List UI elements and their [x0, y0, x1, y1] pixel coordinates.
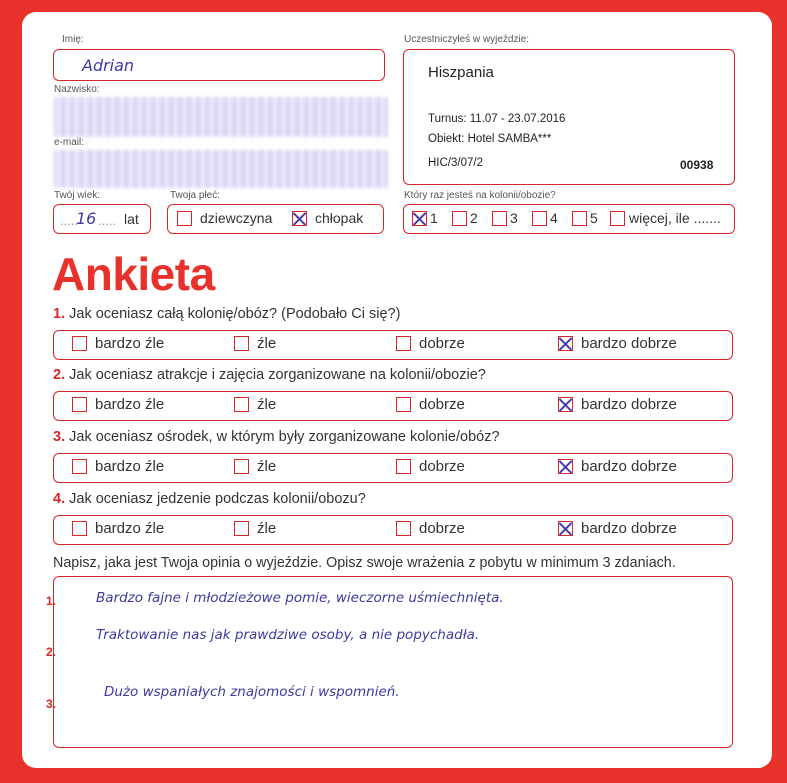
rating-row [53, 330, 733, 360]
answer-number: 2. [46, 645, 57, 659]
answer-text: Dużo wspaniałych znajomości i wspomnień. [104, 684, 400, 700]
checkbox-checked[interactable] [558, 521, 573, 536]
checkbox[interactable] [72, 397, 87, 412]
trip-turnus: Turnus: 11.07 - 23.07.2016 [428, 113, 566, 125]
rating-option[interactable] [234, 396, 276, 413]
age-label: Twój wiek: [54, 190, 101, 201]
rating-label: bardzo dobrze [581, 520, 677, 537]
checkbox[interactable] [492, 211, 507, 226]
email-redacted [54, 150, 388, 188]
rating-label: bardzo dobrze [581, 335, 677, 352]
rating-label: dobrze [419, 335, 465, 352]
rating-option[interactable] [558, 335, 677, 352]
trip-box [403, 49, 735, 185]
trip-code: HIC/3/07/2 [428, 157, 483, 169]
answer-text: Bardzo fajne i młodzieżowe pomie, wieczorne uśmiechnięta. [96, 590, 504, 606]
times-option-2[interactable]: 2 [452, 210, 478, 226]
question-text [53, 429, 500, 445]
checkbox[interactable] [532, 211, 547, 226]
question-label: Jak oceniasz całą kolonię/obóz? (Podobało Ci się?) [69, 306, 401, 322]
age-unit: lat [124, 211, 139, 227]
rating-row [53, 453, 733, 483]
question-number: 3. [53, 429, 66, 445]
rating-label: bardzo dobrze [581, 396, 677, 413]
rating-option[interactable] [558, 520, 677, 537]
rating-option[interactable] [234, 458, 276, 475]
checkbox[interactable] [234, 397, 249, 412]
times-field [403, 204, 735, 234]
rating-label: źle [257, 396, 277, 413]
question-text [53, 491, 366, 507]
rating-option[interactable] [72, 520, 164, 537]
trip-label: Uczestniczyłeś w wyjeździe: [404, 34, 530, 45]
rating-label: bardzo dobrze [581, 458, 677, 475]
rating-label: źle [257, 520, 277, 537]
name-value: Adrian [82, 56, 135, 75]
checkbox[interactable] [396, 459, 411, 474]
rating-label: dobrze [419, 458, 465, 475]
age-field[interactable]: ..... 16 ..... lat [53, 204, 151, 234]
surname-label: Nazwisko: [54, 84, 100, 95]
rating-label: dobrze [419, 396, 465, 413]
checkbox[interactable] [177, 211, 192, 226]
checkbox[interactable] [72, 521, 87, 536]
answer-number: 1. [46, 594, 57, 608]
question-text [53, 306, 400, 322]
email-label: e-mail: [54, 137, 85, 148]
checkbox[interactable] [452, 211, 467, 226]
question-text [53, 367, 486, 383]
survey-title: Ankieta [52, 248, 215, 300]
checkbox[interactable] [234, 521, 249, 536]
checkbox-checked[interactable] [558, 397, 573, 412]
question-label: Jak oceniasz jedzenie podczas kolonii/obozu? [69, 491, 366, 507]
times-option-more[interactable]: więcej, ile ....... [610, 210, 721, 226]
checkbox[interactable] [572, 211, 587, 226]
times-option-3[interactable]: 3 [492, 210, 518, 226]
gender-label: Twoja płeć: [170, 190, 221, 201]
checkbox[interactable] [396, 521, 411, 536]
question-number: 1. [53, 306, 66, 322]
gender-option-boy[interactable]: chłopak [292, 210, 363, 226]
checkbox[interactable] [396, 397, 411, 412]
checkbox[interactable] [72, 336, 87, 351]
rating-label: dobrze [419, 520, 465, 537]
question-label: Jak oceniasz atrakcje i zajęcia zorganizowane na kolonii/obozie? [69, 367, 486, 383]
question-number: 4. [53, 491, 66, 507]
rating-option[interactable] [234, 335, 276, 352]
checkbox[interactable] [234, 336, 249, 351]
question-label: Jak oceniasz ośrodek, w którym były zorganizowane kolonie/obóz? [69, 429, 500, 445]
checkbox[interactable] [234, 459, 249, 474]
checkbox-checked[interactable] [558, 459, 573, 474]
trip-obiekt: Obiekt: Hotel SAMBA*** [428, 133, 552, 145]
times-option-4[interactable]: 4 [532, 210, 558, 226]
opinion-prompt: Napisz, jaka jest Twoja opinia o wyjeździe. Opisz swoje wrażenia z pobytu w minimum 3 zdaniach. [53, 555, 676, 571]
rating-option[interactable] [72, 458, 164, 475]
rating-option[interactable] [234, 520, 276, 537]
trip-destination: Hiszpania [428, 64, 494, 81]
checkbox-checked[interactable] [292, 211, 307, 226]
rating-option[interactable] [72, 396, 164, 413]
rating-label: bardzo źle [95, 458, 165, 475]
rating-option[interactable] [396, 520, 465, 537]
rating-label: bardzo źle [95, 335, 165, 352]
rating-label: źle [257, 335, 277, 352]
rating-option[interactable] [396, 458, 465, 475]
rating-option[interactable] [558, 396, 677, 413]
checkbox-checked[interactable] [558, 336, 573, 351]
name-label: Imię: [62, 34, 84, 45]
rating-row [53, 391, 733, 421]
answer-text: Traktowanie nas jak prawdziwe osoby, a nie popychadła. [96, 627, 480, 643]
name-field[interactable] [53, 49, 385, 81]
checkbox[interactable] [610, 211, 625, 226]
rating-option[interactable] [396, 335, 465, 352]
rating-option[interactable] [72, 335, 164, 352]
surname-redacted [54, 97, 388, 137]
question-number: 2. [53, 367, 66, 383]
gender-field [167, 204, 384, 234]
rating-row [53, 515, 733, 545]
times-label: Który raz jesteś na kolonii/obozie? [404, 190, 556, 201]
times-option-5[interactable]: 5 [572, 210, 598, 226]
rating-label: źle [257, 458, 277, 475]
checkbox-checked[interactable] [412, 211, 427, 226]
checkbox[interactable] [72, 459, 87, 474]
age-value: 16 [76, 209, 97, 228]
trip-number: 00938 [680, 158, 714, 172]
checkbox[interactable] [396, 336, 411, 351]
answer-number: 3. [46, 697, 57, 711]
rating-label: bardzo źle [95, 520, 165, 537]
gender-option-girl[interactable]: dziewczyna [177, 210, 272, 226]
rating-option[interactable] [558, 458, 677, 475]
rating-label: bardzo źle [95, 396, 165, 413]
times-option-1[interactable]: 1 [412, 210, 438, 226]
rating-option[interactable] [396, 396, 465, 413]
